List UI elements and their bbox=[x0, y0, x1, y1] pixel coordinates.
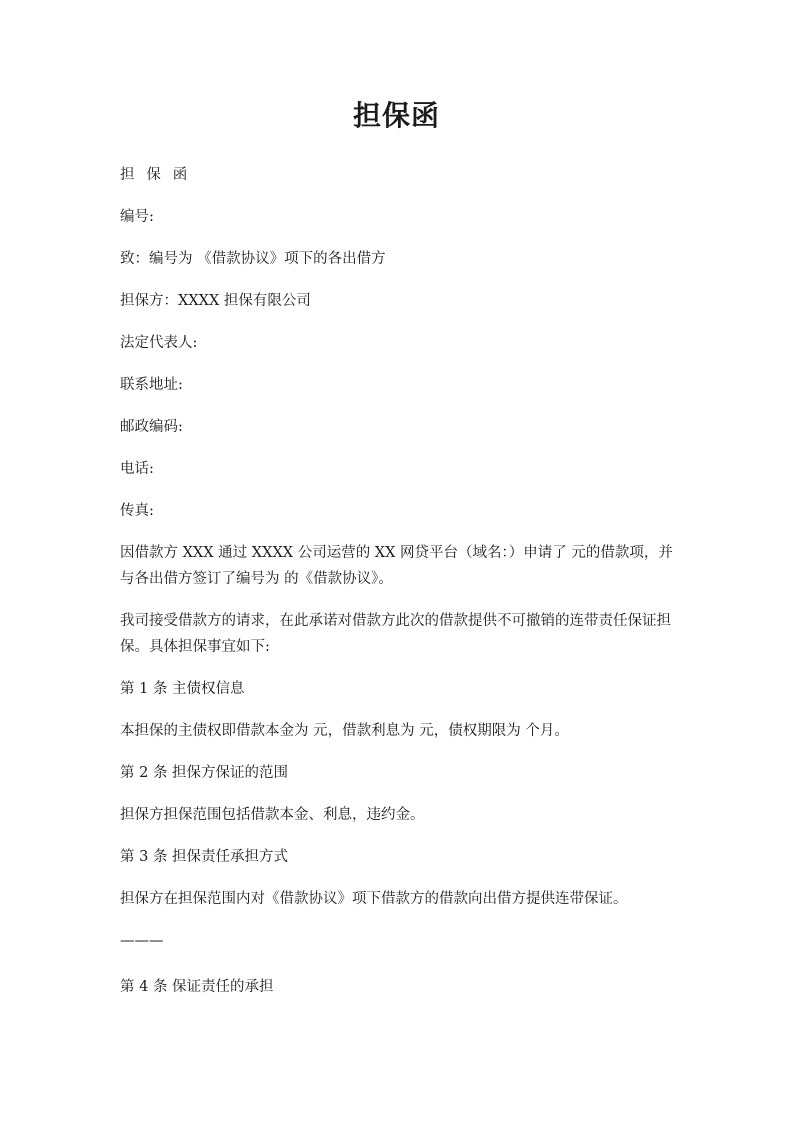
field-number: 编号: bbox=[120, 209, 154, 225]
document-title: 担保函 bbox=[352, 99, 440, 132]
field-guarantor: 担保方：XXXX 担保有限公司 bbox=[120, 293, 311, 309]
field-fax: 传真: bbox=[120, 503, 154, 519]
paragraph-commitment: 我司接受借款方的请求，在此承诺对借款方此次的借款提供不可撤销的连带责任保证担保。具体担保事宜如下: bbox=[120, 613, 671, 655]
heading-letter: 担 保 函 bbox=[120, 167, 191, 183]
field-postcode: 邮政编码: bbox=[120, 419, 183, 435]
separator-dash: ——— bbox=[120, 933, 164, 949]
article-3-body: 担保方在担保范围内对《借款协议》项下借款方的借款向出借方提供连带保证。 bbox=[120, 891, 628, 907]
field-legal-rep: 法定代表人: bbox=[120, 335, 198, 351]
paragraph-background: 因借款方 XXX 通过 XXXX 公司运营的 XX 网贷平台（域名：）申请了 元的借款项，并与各出借方签订了编号为 的《借款协议》。 bbox=[120, 545, 673, 587]
article-4-heading: 第 4 条 保证责任的承担 bbox=[120, 979, 274, 995]
article-1-body: 本担保的主债权即借款本金为 元，借款利息为 元，债权期限为 个月。 bbox=[120, 723, 569, 739]
article-1-heading: 第 1 条 主债权信息 bbox=[120, 681, 245, 697]
document-body bbox=[120, 162, 680, 1016]
field-recipient: 致：编号为 《借款协议》项下的各出借方 bbox=[120, 251, 386, 267]
article-3-heading: 第 3 条 担保责任承担方式 bbox=[120, 849, 289, 865]
field-address: 联系地址: bbox=[120, 377, 183, 393]
field-phone: 电话: bbox=[120, 461, 154, 477]
article-2-body: 担保方担保范围包括借款本金、利息，违约金。 bbox=[120, 807, 425, 823]
article-2-heading: 第 2 条 担保方保证的范围 bbox=[120, 765, 289, 781]
